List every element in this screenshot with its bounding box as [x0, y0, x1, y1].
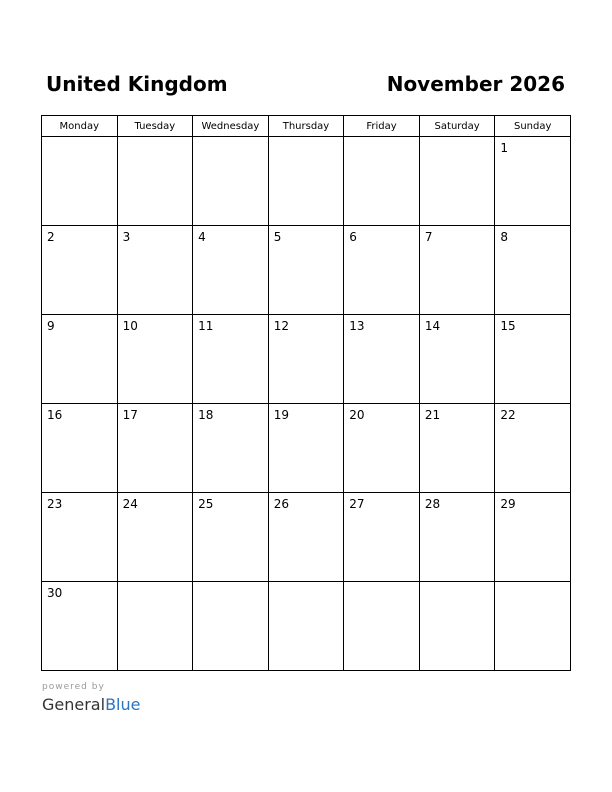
- day-cell: [117, 404, 193, 493]
- brand-logo[interactable]: [42, 695, 140, 715]
- day-cell: [117, 226, 193, 315]
- day-number: 5: [273, 230, 282, 244]
- day-cell: [419, 315, 495, 404]
- weekday-header: Saturday: [419, 116, 495, 137]
- day-cell: [268, 137, 344, 226]
- day-number: [420, 582, 495, 586]
- day-cell: [117, 493, 193, 582]
- day-number: 2: [47, 230, 55, 244]
- day-number: 9: [47, 319, 55, 333]
- day-cell: [419, 493, 495, 582]
- day-number: 13: [349, 319, 365, 333]
- day-number: 3: [122, 230, 131, 244]
- day-number: 25: [198, 497, 214, 511]
- day-cell: [419, 404, 495, 493]
- day-number: 14: [424, 319, 441, 333]
- day-number: 18: [198, 408, 214, 422]
- day-number: [193, 137, 268, 141]
- weekday-header: Wednesday: [193, 116, 269, 137]
- week-row: [42, 315, 571, 404]
- day-number: [42, 137, 117, 141]
- weekday-header: Sunday: [495, 116, 571, 137]
- day-number: [269, 137, 344, 141]
- day-cell: [117, 582, 193, 671]
- day-number: 24: [122, 497, 138, 511]
- day-cell: [193, 404, 269, 493]
- weekday-header: Friday: [344, 116, 420, 137]
- day-number: 8: [500, 230, 509, 244]
- day-cell: [344, 315, 420, 404]
- day-number: 15: [500, 319, 516, 333]
- day-number: 23: [47, 497, 63, 511]
- weekday-header: Tuesday: [117, 116, 193, 137]
- week-row: [42, 226, 571, 315]
- day-cell: [344, 493, 420, 582]
- day-cell: [268, 404, 344, 493]
- day-cell: [193, 315, 269, 404]
- day-number: 17: [122, 408, 138, 422]
- day-number: 20: [349, 408, 365, 422]
- day-number: 7: [424, 230, 433, 244]
- day-number: [344, 582, 419, 586]
- day-cell: [419, 137, 495, 226]
- day-number: [495, 582, 570, 586]
- day-number: 27: [349, 497, 365, 511]
- day-cell: [268, 493, 344, 582]
- day-cell: [42, 404, 118, 493]
- day-cell: [495, 226, 571, 315]
- day-number: 16: [47, 408, 63, 422]
- month-year-title: November 2026: [386, 72, 565, 96]
- day-cell: [268, 226, 344, 315]
- day-number: 28: [424, 497, 441, 511]
- day-number: [193, 582, 268, 586]
- day-cell: [117, 315, 193, 404]
- day-number: 19: [273, 408, 289, 422]
- day-cell: [344, 404, 420, 493]
- day-number: [118, 582, 193, 586]
- day-cell: [193, 582, 269, 671]
- day-cell: [42, 137, 118, 226]
- month-calendar-grid: [41, 115, 571, 671]
- day-cell: [495, 137, 571, 226]
- day-number: 26: [273, 497, 289, 511]
- day-cell: [42, 493, 118, 582]
- brand-general-text: General: [42, 695, 106, 714]
- day-number: 29: [500, 497, 516, 511]
- week-row: [42, 137, 571, 226]
- day-cell: [193, 493, 269, 582]
- day-number: 12: [273, 319, 289, 333]
- week-row: [42, 493, 571, 582]
- weekday-header-row: [42, 116, 571, 137]
- brand-blue-text: Blue: [105, 695, 141, 714]
- day-cell: [495, 315, 571, 404]
- calendar-header: [42, 68, 570, 100]
- day-cell: [419, 226, 495, 315]
- day-cell: [495, 404, 571, 493]
- country-title: United Kingdom: [46, 72, 228, 96]
- day-cell: [268, 315, 344, 404]
- day-number: 10: [122, 319, 138, 333]
- day-number: [420, 137, 495, 141]
- day-number: 6: [349, 230, 357, 244]
- day-cell: [193, 137, 269, 226]
- day-number: [344, 137, 419, 141]
- footer-branding: [42, 681, 140, 715]
- day-number: 22: [500, 408, 516, 422]
- day-number: 21: [424, 408, 441, 422]
- day-number: 1: [500, 141, 509, 155]
- day-cell: [42, 226, 118, 315]
- day-cell: [42, 582, 118, 671]
- day-cell: [117, 137, 193, 226]
- day-number: 4: [198, 230, 206, 244]
- day-cell: [419, 582, 495, 671]
- day-cell: [193, 226, 269, 315]
- day-number: [269, 582, 344, 586]
- day-number: 11: [198, 319, 214, 333]
- day-cell: [495, 582, 571, 671]
- weekday-header: Monday: [42, 116, 118, 137]
- day-cell: [42, 315, 118, 404]
- day-number: 30: [47, 586, 63, 600]
- weekday-header: Thursday: [268, 116, 344, 137]
- week-row: [42, 582, 571, 671]
- day-cell: [268, 582, 344, 671]
- day-number: [118, 137, 193, 141]
- day-cell: [495, 493, 571, 582]
- day-cell: [344, 582, 420, 671]
- day-cell: [344, 137, 420, 226]
- powered-by-text: powered by: [42, 682, 105, 692]
- week-row: [42, 404, 571, 493]
- day-cell: [344, 226, 420, 315]
